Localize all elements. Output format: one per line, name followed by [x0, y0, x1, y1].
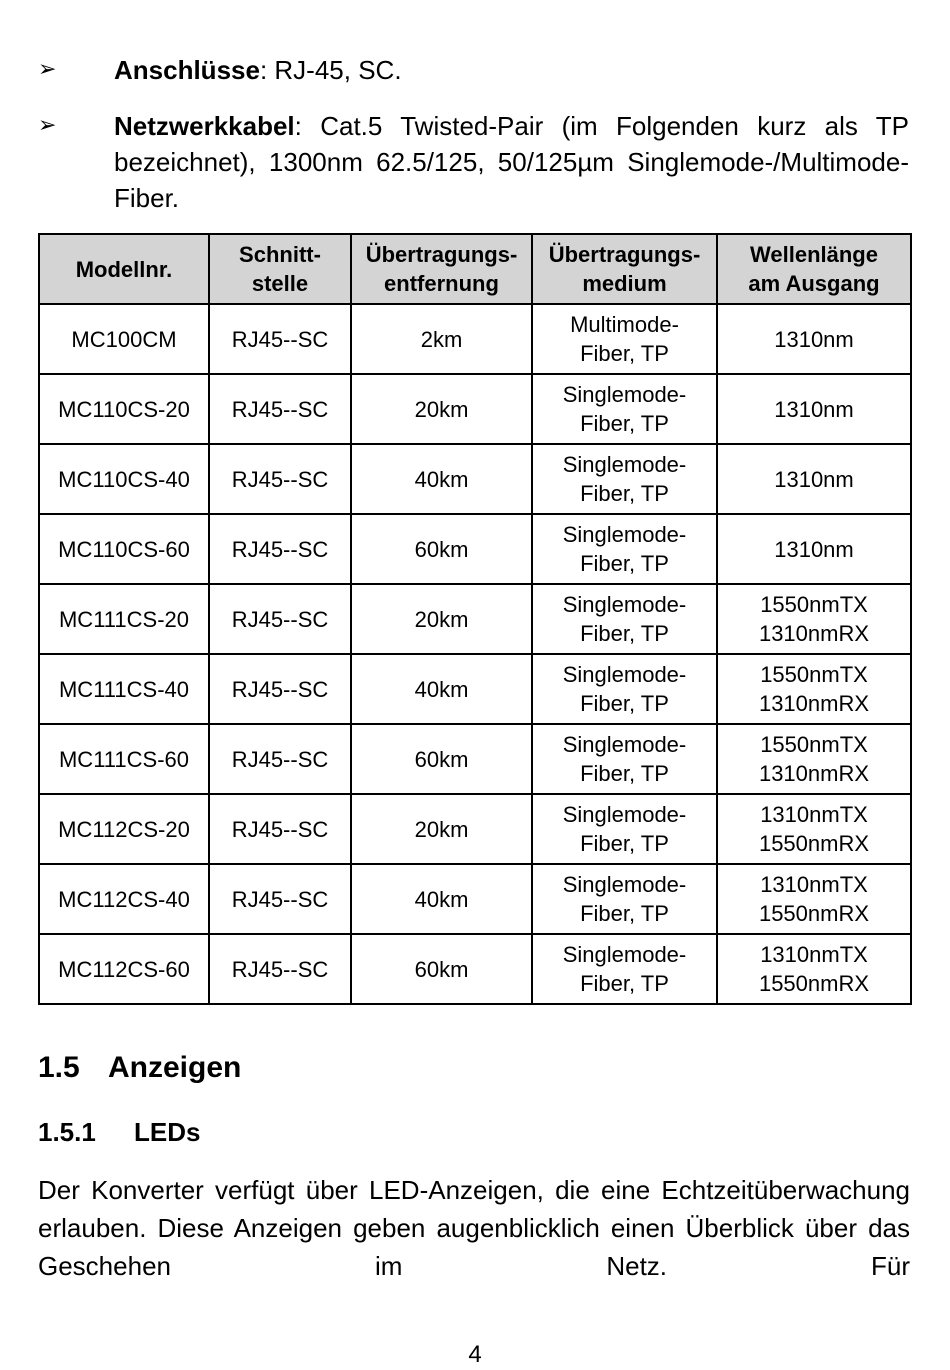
cell-interface: RJ45--SC	[209, 584, 351, 654]
cell-medium: Multimode- Fiber, TP	[532, 304, 717, 374]
section-title: Anzeigen	[108, 1051, 242, 1084]
arrowhead-bullet-icon: ➢	[38, 57, 57, 82]
subsection-title: LEDs	[134, 1117, 201, 1147]
cell-interface: RJ45--SC	[209, 934, 351, 1004]
cell-model-number: MC111CS-40	[39, 654, 209, 724]
bullet-term: Anschlüsse	[114, 55, 260, 85]
cell-wavelength: 1310nmTX 1550nmRX	[717, 794, 911, 864]
table-row	[39, 934, 911, 1004]
cell-distance: 40km	[351, 654, 532, 724]
cell-interface: RJ45--SC	[209, 514, 351, 584]
table-row	[39, 864, 911, 934]
bullet-description: : Cat.5 Twisted-Pair (im Folgenden kurz als TP bezeichnet), 1300nm 62.5/125, 50/125µm Singlemode-/Multimode-Fiber.	[114, 111, 909, 213]
cell-wavelength: 1310nm	[717, 514, 911, 584]
cell-interface: RJ45--SC	[209, 304, 351, 374]
cell-medium: Singlemode- Fiber, TP	[532, 374, 717, 444]
cell-medium: Singlemode- Fiber, TP	[532, 864, 717, 934]
bullet-connections	[38, 52, 909, 88]
cell-distance: 60km	[351, 724, 532, 794]
header-interface: Schnitt- stelle	[209, 234, 351, 304]
cell-medium: Singlemode- Fiber, TP	[532, 444, 717, 514]
cell-model-number: MC112CS-60	[39, 934, 209, 1004]
cell-model-number: MC110CS-60	[39, 514, 209, 584]
bullet-network-cable	[38, 108, 909, 216]
table-row	[39, 514, 911, 584]
cell-medium: Singlemode- Fiber, TP	[532, 794, 717, 864]
table-row	[39, 794, 911, 864]
bullet-connections-text	[114, 52, 909, 88]
subsection-heading	[38, 1114, 200, 1150]
header-transmission-distance: Übertragungs- entfernung	[351, 234, 532, 304]
cell-medium: Singlemode- Fiber, TP	[532, 654, 717, 724]
cell-distance: 40km	[351, 864, 532, 934]
section-number: 1.5	[38, 1051, 80, 1084]
table-row	[39, 444, 911, 514]
section-heading	[38, 1048, 241, 1088]
cell-medium: Singlemode- Fiber, TP	[532, 724, 717, 794]
cell-wavelength: 1550nmTX 1310nmRX	[717, 654, 911, 724]
cell-wavelength: 1550nmTX 1310nmRX	[717, 724, 911, 794]
table-body	[39, 304, 911, 1004]
cell-medium: Singlemode- Fiber, TP	[532, 514, 717, 584]
bullet-description: : RJ-45, SC.	[259, 55, 402, 85]
cell-interface: RJ45--SC	[209, 794, 351, 864]
cell-distance: 20km	[351, 794, 532, 864]
cell-model-number: MC100CM	[39, 304, 209, 374]
header-transmission-medium: Übertragungs- medium	[532, 234, 717, 304]
cell-model-number: MC110CS-20	[39, 374, 209, 444]
cell-distance: 2km	[351, 304, 532, 374]
cell-interface: RJ45--SC	[209, 864, 351, 934]
cell-wavelength: 1310nmTX 1550nmRX	[717, 934, 911, 1004]
cell-wavelength: 1310nm	[717, 444, 911, 514]
cell-interface: RJ45--SC	[209, 374, 351, 444]
cell-interface: RJ45--SC	[209, 444, 351, 514]
table-row	[39, 584, 911, 654]
table-header-row	[39, 234, 911, 304]
cell-medium: Singlemode- Fiber, TP	[532, 934, 717, 1004]
cell-distance: 20km	[351, 584, 532, 654]
cell-wavelength: 1310nm	[717, 304, 911, 374]
table-row	[39, 654, 911, 724]
bullet-network-cable-text	[114, 108, 909, 216]
page-number: 4	[468, 1341, 482, 1368]
body-paragraph: Der Konverter verfügt über LED-Anzeigen, die eine Echtzeitüberwachung erlauben. Diese Anzeigen geben augenblicklich einen Überblick über das Geschehen im Netz. Für	[38, 1175, 910, 1281]
header-output-wavelength: Wellenlänge am Ausgang	[717, 234, 911, 304]
cell-interface: RJ45--SC	[209, 724, 351, 794]
cell-model-number: MC111CS-20	[39, 584, 209, 654]
table-row	[39, 724, 911, 794]
bullet-term: Netzwerkkabel	[114, 111, 295, 141]
cell-wavelength: 1310nm	[717, 374, 911, 444]
table-row	[39, 304, 911, 374]
table-row	[39, 374, 911, 444]
arrowhead-bullet-icon: ➢	[38, 113, 57, 138]
subsection-number: 1.5.1	[38, 1117, 96, 1147]
header-model-number: Modellnr.	[39, 234, 209, 304]
cell-medium: Singlemode- Fiber, TP	[532, 584, 717, 654]
cell-model-number: MC111CS-60	[39, 724, 209, 794]
cell-wavelength: 1550nmTX 1310nmRX	[717, 584, 911, 654]
cell-model-number: MC112CS-20	[39, 794, 209, 864]
cell-distance: 20km	[351, 374, 532, 444]
cell-wavelength: 1310nmTX 1550nmRX	[717, 864, 911, 934]
cell-distance: 60km	[351, 514, 532, 584]
cell-distance: 60km	[351, 934, 532, 1004]
model-specifications-table	[38, 233, 912, 1005]
cell-model-number: MC110CS-40	[39, 444, 209, 514]
cell-model-number: MC112CS-40	[39, 864, 209, 934]
cell-interface: RJ45--SC	[209, 654, 351, 724]
cell-distance: 40km	[351, 444, 532, 514]
